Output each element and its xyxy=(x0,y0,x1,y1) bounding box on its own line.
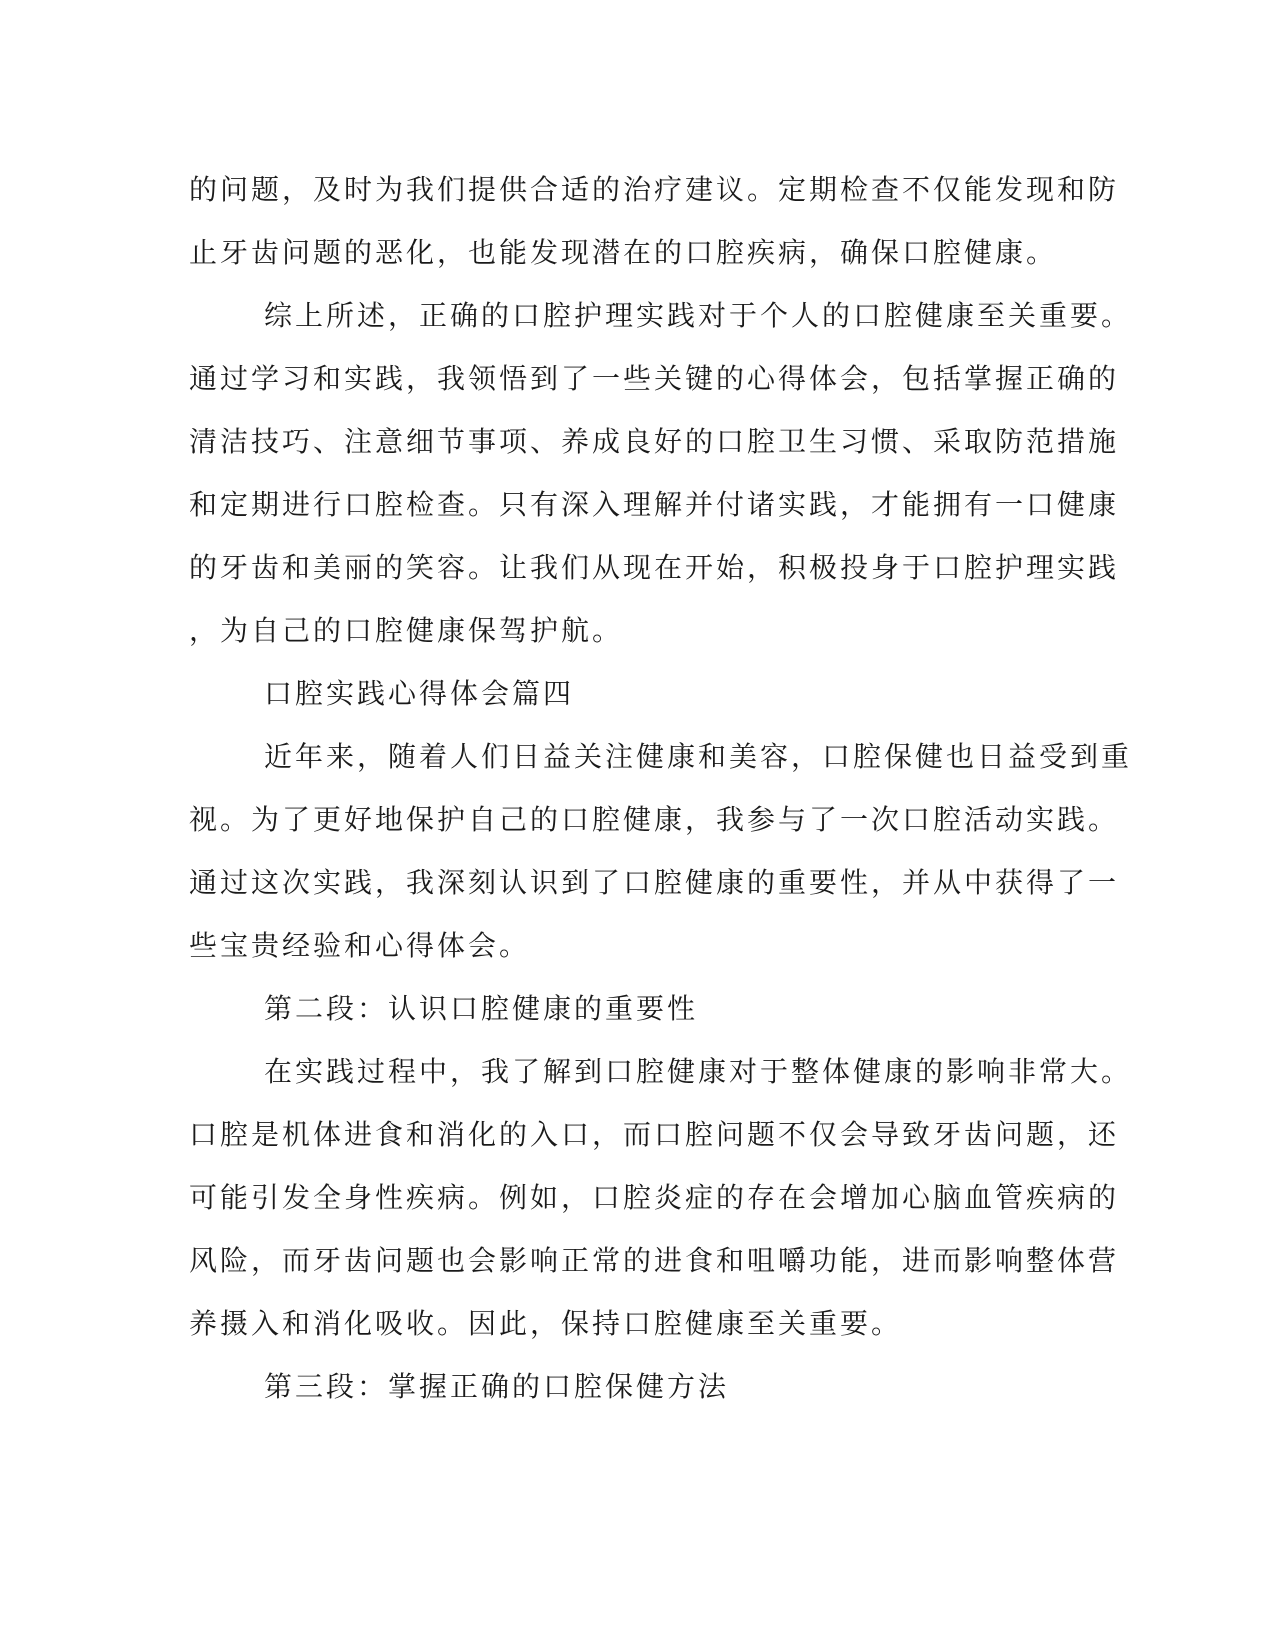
text-line: 通过这次实践，我深刻认识到了口腔健康的重要性，并从中获得了一 xyxy=(189,866,1120,899)
text-line: 的牙齿和美丽的笑容。让我们从现在开始，积极投身于口腔护理实践 xyxy=(189,551,1120,584)
text-line: 止牙齿问题的恶化，也能发现潜在的口腔疾病，确保口腔健康。 xyxy=(189,236,1058,269)
text-line: 风险，而牙齿问题也会影响正常的进食和咀嚼功能，进而影响整体营 xyxy=(189,1244,1120,1277)
text-line: 的问题，及时为我们提供合适的治疗建议。定期检查不仅能发现和防 xyxy=(189,173,1120,206)
section-heading: 第三段：掌握正确的口腔保健方法 xyxy=(264,1370,730,1403)
text-line: 可能引发全身性疾病。例如，口腔炎症的存在会增加心脑血管疾病的 xyxy=(189,1181,1120,1214)
paragraph-start-line: 近年来，随着人们日益关注健康和美容，口腔保健也日益受到重 xyxy=(264,740,1133,773)
paragraph-start-line: 在实践过程中，我了解到口腔健康对于整体健康的影响非常大。 xyxy=(264,1055,1133,1088)
text-line: 养摄入和消化吸收。因此，保持口腔健康至关重要。 xyxy=(189,1307,903,1340)
text-line: 视。为了更好地保护自己的口腔健康，我参与了一次口腔活动实践。 xyxy=(189,803,1120,836)
text-line: 和定期进行口腔检查。只有深入理解并付诸实践，才能拥有一口健康 xyxy=(189,488,1120,521)
paragraph-start-line: 综上所述，正确的口腔护理实践对于个人的口腔健康至关重要。 xyxy=(264,299,1133,332)
section-title: 口腔实践心得体会篇四 xyxy=(264,677,575,710)
text-line: 些宝贵经验和心得体会。 xyxy=(189,929,531,962)
text-line: ，为自己的口腔健康保驾护航。 xyxy=(189,614,624,647)
text-line: 清洁技巧、注意细节事项、养成良好的口腔卫生习惯、采取防范措施 xyxy=(189,425,1120,458)
text-line: 口腔是机体进食和消化的入口，而口腔问题不仅会导致牙齿问题，还 xyxy=(189,1118,1120,1151)
text-line: 通过学习和实践，我领悟到了一些关键的心得体会，包括掌握正确的 xyxy=(189,362,1120,395)
section-heading: 第二段：认识口腔健康的重要性 xyxy=(264,992,699,1025)
